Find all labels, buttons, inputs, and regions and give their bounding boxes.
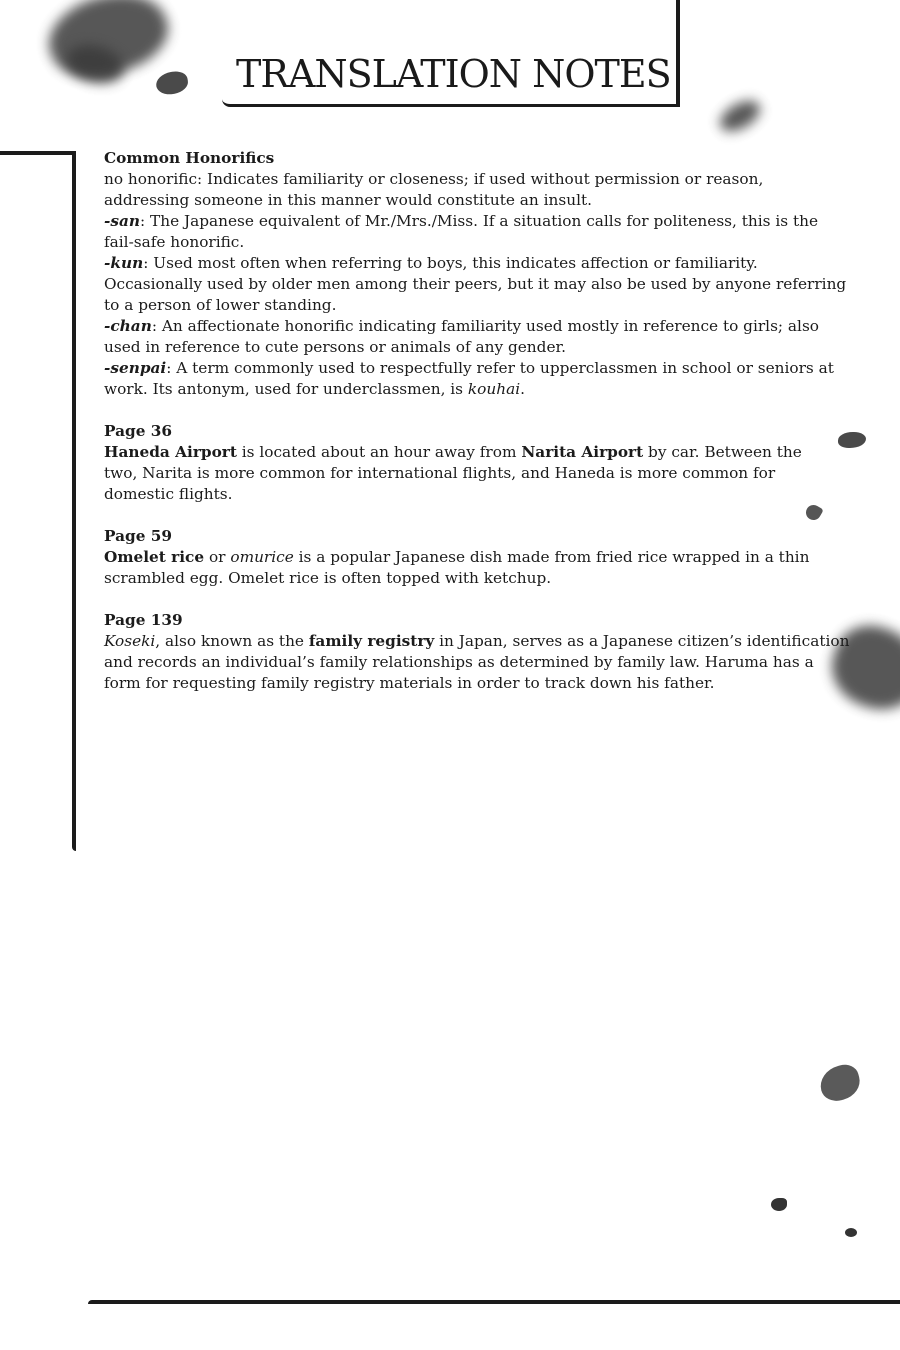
- note-text: : A term commonly used to respectfully refer to upperclassmen in school or seniors at: [166, 359, 834, 377]
- note-text: : The Japanese equivalent of Mr./Mrs./Miss. If a situation calls for politeness, this is the: [140, 212, 819, 230]
- note-line: addressing someone in this manner would constitute an insult.: [104, 191, 592, 209]
- section-heading: Page 139: [104, 611, 183, 629]
- note-line: fail-safe honorific.: [104, 233, 245, 251]
- note-term: Koseki: [104, 632, 156, 650]
- petal-decoration: [838, 432, 866, 448]
- petal-decoration: [715, 95, 765, 138]
- note-line: [104, 379, 804, 400]
- note-line: two, Narita is more common for international flights, and Haneda is more common for: [104, 464, 776, 482]
- note-text: is located about an hour away from: [236, 443, 522, 461]
- honorific-term: -san: [104, 212, 140, 230]
- frame-bottom-line: [88, 1300, 900, 1304]
- note-term: Haneda Airport: [104, 443, 237, 461]
- note-line: [104, 211, 819, 232]
- section-page-59: [104, 526, 810, 589]
- note-text: by car. Between the: [643, 443, 802, 461]
- note-term: family registry: [308, 632, 435, 650]
- frame-top-line: [0, 151, 76, 155]
- frame-left-line: [72, 151, 76, 851]
- note-line: used in reference to cute persons or animals of any gender.: [104, 338, 566, 356]
- petal-decoration: [154, 69, 189, 96]
- section-page-36: [104, 421, 804, 505]
- note-term: omurice: [230, 548, 294, 566]
- note-line: [104, 547, 810, 568]
- note-line: form for requesting family registry materials in order to track down his father.: [104, 674, 715, 692]
- section-heading: Page 59: [104, 527, 173, 545]
- note-line: [104, 316, 820, 337]
- note-line: scrambled egg. Omelet rice is often topped with ketchup.: [104, 569, 552, 587]
- note-term: Narita Airport: [521, 443, 644, 461]
- petal-decoration: [816, 1061, 863, 1104]
- notes-content: [104, 148, 850, 694]
- note-line: [104, 442, 804, 463]
- note-line: [104, 358, 834, 379]
- note-term: Omelet rice: [104, 548, 205, 566]
- petal-decoration: [845, 1228, 857, 1237]
- section-common-honorifics: [104, 148, 847, 400]
- note-text: , also known as the: [155, 632, 309, 650]
- honorific-term: -chan: [104, 317, 152, 335]
- note-text: is a popular Japanese dish made from fried rice wrapped in a thin: [293, 548, 810, 566]
- note-line: Occasionally used by older men among their peers, but it may also be used by anyone referring: [104, 275, 847, 293]
- petal-decoration: [803, 502, 823, 522]
- honorific-term: kouhai: [467, 380, 521, 398]
- note-text: : Used most often when referring to boys, this indicates affection or familiarity.: [143, 254, 758, 272]
- note-line: no honorific: Indicates familiarity or closeness; if used without permission or reason,: [104, 170, 764, 188]
- note-text: : An affectionate honorific indicating familiarity used mostly in reference to girls; also: [151, 317, 820, 335]
- petal-decoration: [821, 615, 900, 721]
- note-line: and records an individual’s family relationships as determined by family law. Haruma has a: [104, 653, 814, 671]
- note-line: [104, 631, 850, 652]
- honorific-term: -senpai: [104, 359, 167, 377]
- page-title: TRANSLATION NOTES: [236, 52, 671, 96]
- section-page-139: [104, 610, 850, 694]
- note-line: domestic flights.: [104, 485, 233, 503]
- petal-decoration: [771, 1198, 787, 1211]
- note-line: [104, 253, 804, 274]
- note-text: work. Its antonym, used for underclassmen, is: [104, 380, 468, 398]
- note-text: or: [204, 548, 231, 566]
- note-text: .: [520, 380, 525, 398]
- note-text: in Japan, serves as a Japanese citizen’s identification: [434, 632, 850, 650]
- section-heading: Page 36: [104, 422, 173, 440]
- honorific-term: -kun: [104, 254, 144, 272]
- section-heading: Common Honorifics: [104, 149, 275, 167]
- note-line: to a person of lower standing.: [104, 296, 337, 314]
